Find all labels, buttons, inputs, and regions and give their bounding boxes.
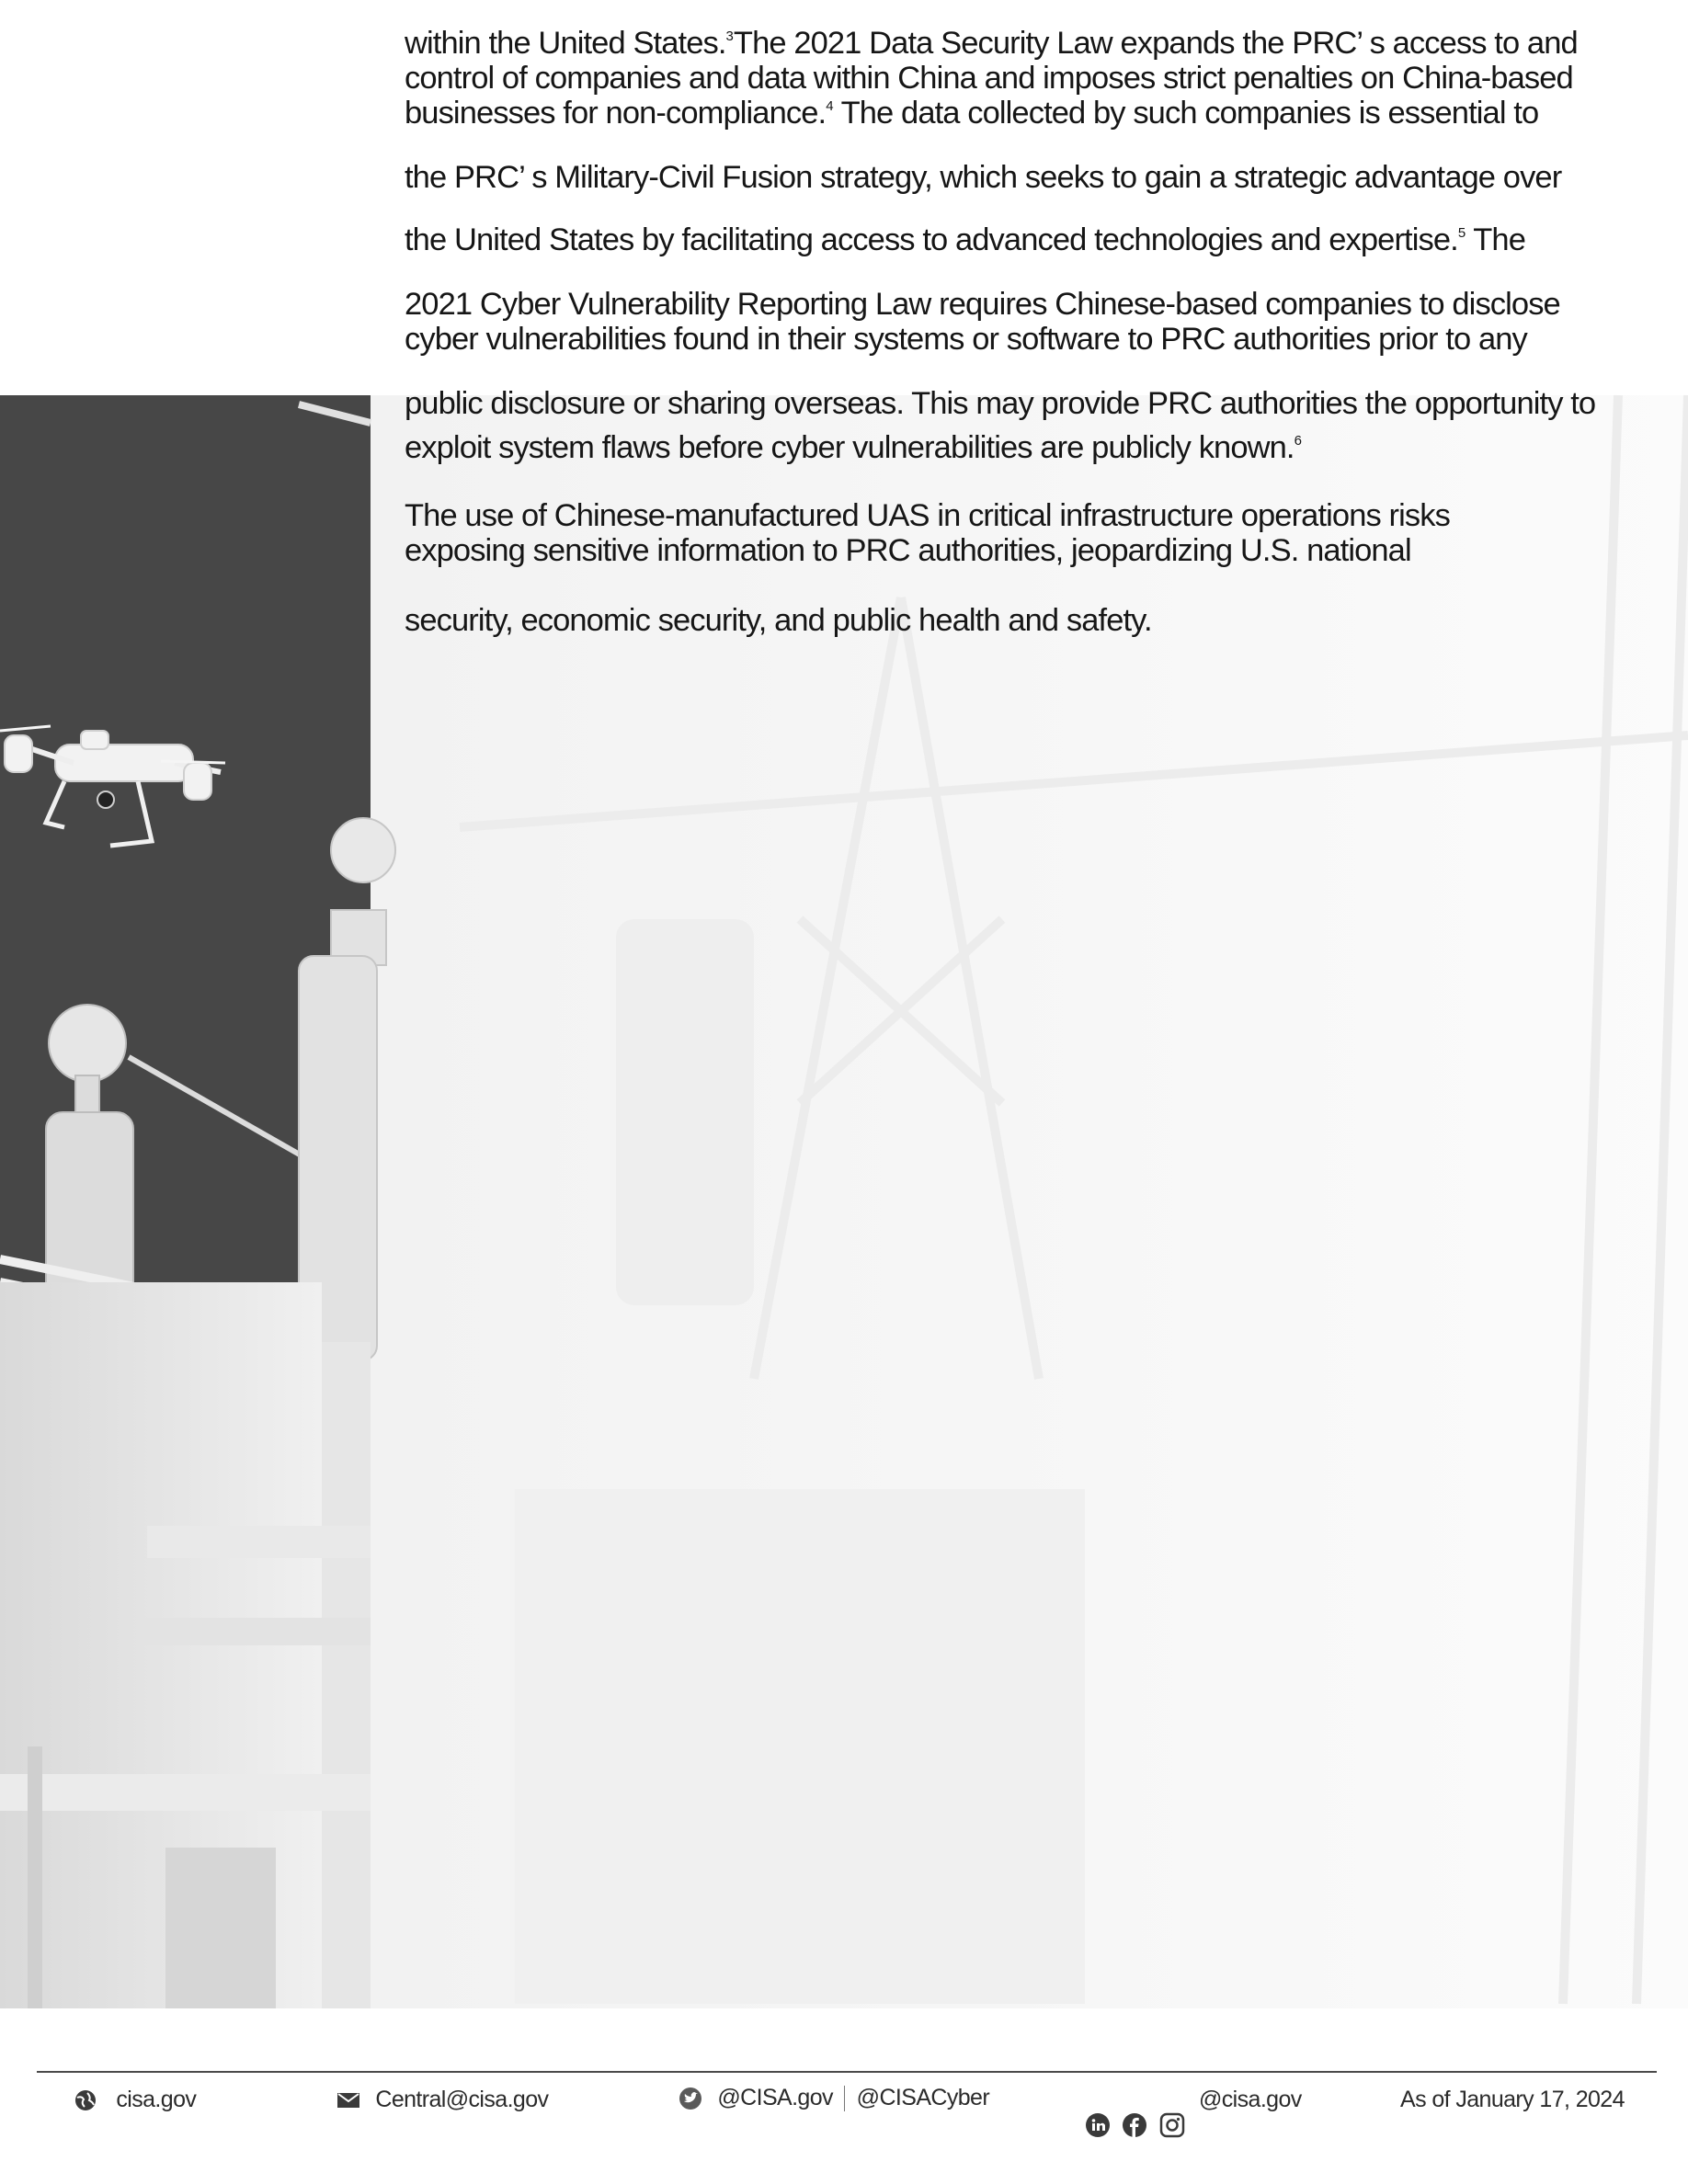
footer-social-handle[interactable]: @cisa.gov [1199, 2087, 1302, 2112]
twitter-icon [679, 2087, 702, 2110]
text-line-content: the United States by facilitating access to advanced technologies and expertise. [405, 222, 1458, 257]
text-line-content: cyber vulnerabilities found in their systems or software to PRC authorities prior to any [405, 322, 1527, 357]
globe-icon [74, 2088, 97, 2112]
footer-date: As of January 17, 2024 [1400, 2087, 1625, 2112]
text-line [405, 160, 1561, 196]
text-line [405, 386, 1595, 422]
footnote-marker[interactable]: 3 [725, 28, 734, 44]
text-line [405, 26, 1578, 62]
footer-divider [37, 2071, 1657, 2073]
footer-twitter[interactable] [679, 2085, 989, 2111]
text-line-content: public disclosure or sharing overseas. This may provide PRC authorities the opportunity to [405, 386, 1596, 421]
text-line [405, 498, 1450, 534]
mail-icon [336, 2091, 360, 2110]
text-line-continuation: The 2021 Data Security Law expands the PRC’ s access to and [733, 26, 1578, 61]
text-line-content: the PRC’ s Military-Civil Fusion strategy, which seeks to gain a strategic advantage over [405, 160, 1562, 195]
footer-email-text[interactable]: Central@cisa.gov [375, 2087, 549, 2112]
text-line [405, 533, 1411, 569]
text-line-continuation: The [1466, 222, 1525, 257]
text-line-content: within the United States. [405, 26, 726, 61]
text-line [405, 96, 1538, 131]
footer-email[interactable] [336, 2087, 548, 2113]
text-line-content: exposing sensitive information to PRC authorities, jeopardizing U.S. national [405, 533, 1411, 568]
footer-website-text[interactable]: cisa.gov [116, 2087, 197, 2112]
text-line-content: security, economic security, and public health and safety. [405, 603, 1152, 638]
text-line [405, 322, 1527, 358]
linkedin-icon[interactable] [1085, 2112, 1111, 2138]
footer-twitter-separator [844, 2086, 845, 2111]
text-line [405, 603, 1152, 639]
text-line [405, 430, 1302, 466]
text-line [405, 222, 1525, 258]
instagram-icon[interactable] [1159, 2112, 1185, 2138]
insulator-left [46, 1005, 133, 1305]
text-line [405, 61, 1573, 97]
footnote-marker[interactable]: 6 [1294, 433, 1302, 449]
footnote-marker[interactable]: 4 [826, 98, 834, 114]
text-line-content: control of companies and data within China and imposes strict penalties on China-based [405, 61, 1573, 96]
transformer-box [0, 1282, 371, 2008]
text-line-content: businesses for non-compliance. [405, 96, 827, 131]
text-line-content: 2021 Cyber Vulnerability Reporting Law requires Chinese-based companies to disclose [405, 287, 1560, 322]
text-line [405, 287, 1560, 323]
text-line-content: exploit system flaws before cyber vulnerabilities are publicly known. [405, 430, 1295, 465]
footer-twitter-handle-1[interactable]: @CISA.gov [717, 2085, 833, 2110]
text-line-continuation: The data collected by such companies is essential to [833, 96, 1539, 131]
footer-website[interactable] [74, 2087, 196, 2113]
footer-twitter-handle-2[interactable]: @CISACyber [856, 2085, 990, 2110]
footnote-marker[interactable]: 5 [1457, 225, 1466, 241]
facebook-icon[interactable] [1122, 2112, 1147, 2138]
text-line-content: The use of Chinese-manufactured UAS in critical infrastructure operations risks [405, 498, 1450, 533]
footer-social-icons [1085, 2112, 1185, 2138]
